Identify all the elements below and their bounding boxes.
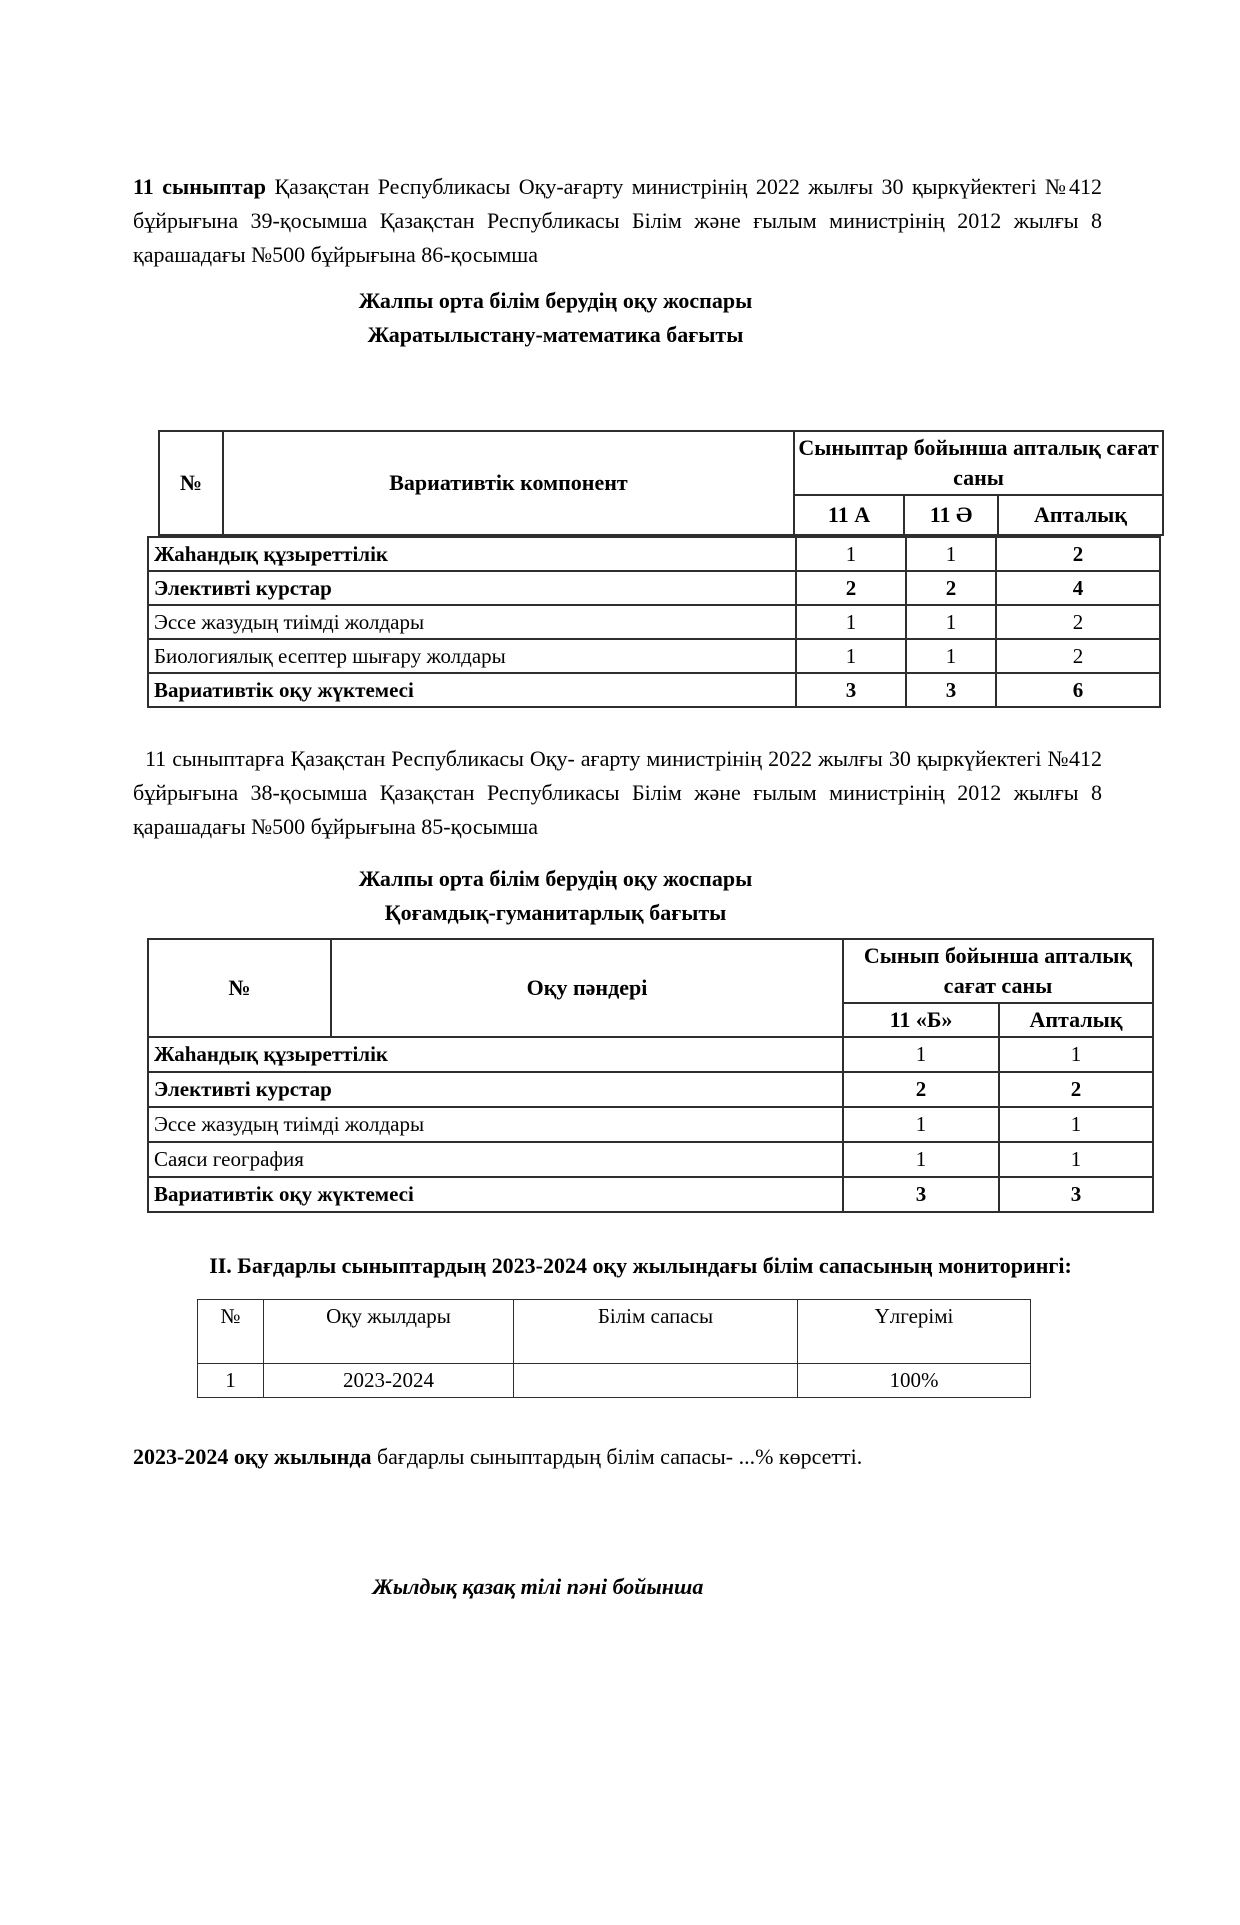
table-row: [148, 605, 1160, 639]
plan2-title-line2: Қоғамдық-гуманитарлық бағыты: [384, 900, 727, 925]
table-row: [148, 673, 1160, 707]
table-row: [148, 1072, 1153, 1107]
hours-11ae: 1: [906, 639, 996, 673]
table-row: [148, 639, 1160, 673]
plan1-col-group: Сыныптар бойынша апталық сағат саны: [794, 431, 1163, 495]
hours-weekly: 2: [999, 1072, 1153, 1107]
subject-name: Вариативтік оқу жүктемесі: [148, 673, 796, 707]
table-row: [148, 1177, 1153, 1212]
hours-weekly: 6: [996, 673, 1160, 707]
hours-11a: 1: [796, 537, 906, 571]
table-row: [148, 1142, 1153, 1177]
hours-weekly: 1: [999, 1142, 1153, 1177]
subject-name: Жаһандық құзыреттілік: [148, 537, 796, 571]
intro-paragraph-1: [133, 170, 1102, 272]
hours-11a: 1: [796, 639, 906, 673]
hours-weekly: 2: [996, 537, 1160, 571]
plan2-subcol-weekly: Апталық: [999, 1003, 1153, 1037]
intro-paragraph-2: 11 сыныптарға Қазақстан Республикасы Оқу- ағарту министрінің 2022 жылғы 30 қыркүйектегі №412 бұйрығына 38-қосымша Қазақстан Республикасы Білім және ғылым министрінің 2012 жылғы 8 қарашадағы №500 бұйрығына 85-қосымша: [133, 746, 1102, 839]
plan2-title-line1: Жалпы орта білім берудің оқу жоспары: [358, 866, 753, 891]
plan1-table-header: [158, 430, 1164, 536]
plan1-title-line2: Жаратылыстану-математика бағыты: [367, 322, 744, 347]
hours-11ae: 1: [906, 537, 996, 571]
table-row: [148, 1107, 1153, 1142]
hours-11a: 3: [796, 673, 906, 707]
plan1-col-no: №: [159, 431, 223, 535]
document-page: [0, 170, 1240, 1925]
monitoring-row-no: 1: [198, 1364, 264, 1398]
monitoring-col-quality: Білім сапасы: [514, 1300, 798, 1364]
hours-weekly: 4: [996, 571, 1160, 605]
plan2-col-name: Оқу пәндері: [331, 939, 843, 1037]
plan1-title-line1: Жалпы орта білім берудің оқу жоспары: [358, 288, 753, 313]
monitoring-col-years: Оқу жылдары: [264, 1300, 514, 1364]
plan1-col-name: Вариативтік компонент: [223, 431, 794, 535]
subject-name: Биологиялық есептер шығару жолдары: [148, 639, 796, 673]
monitoring-col-no: №: [198, 1300, 264, 1364]
intro1-text: Қазақстан Республикасы Оқу-ағарту министрінің 2022 жылғы 30 қыркүйектегі №412 бұйрығына 39-қосымша Қазақстан Республикасы Білім және ғылым министрінің 2012 жылғы 8 қарашадағы №500 бұйрығына 86-қосымша: [133, 174, 1102, 267]
plan1-title: [133, 284, 978, 352]
monitoring-table: [197, 1299, 1031, 1398]
monitoring-row-years: 2023-2024: [264, 1364, 514, 1398]
hours-11b: 1: [843, 1037, 999, 1072]
hours-weekly: 3: [999, 1177, 1153, 1212]
plan2-title: [133, 862, 978, 930]
subject-name: Эссе жазудың тиімді жолдары: [148, 605, 796, 639]
monitoring-row-progress: 100%: [798, 1364, 1031, 1398]
monitoring-col-progress: Үлгерімі: [798, 1300, 1031, 1364]
hours-11b: 1: [843, 1142, 999, 1177]
table-row: [148, 537, 1160, 571]
plan1-subcol-11a: 11 А: [794, 495, 904, 535]
subject-name: Вариативтік оқу жүктемесі: [148, 1177, 843, 1212]
plan2-table: [147, 938, 1154, 1213]
plan1-table-body: [147, 536, 1161, 708]
plan2-col-group: Сынып бойынша апталық сағат саны: [843, 939, 1153, 1003]
summary-paragraph: [133, 1440, 1102, 1474]
hours-11ae: 3: [906, 673, 996, 707]
table-row: [148, 571, 1160, 605]
subject-name: Элективті курстар: [148, 571, 796, 605]
plan2-subcol-11b: 11 «Б»: [843, 1003, 999, 1037]
hours-weekly: 2: [996, 605, 1160, 639]
hours-11a: 2: [796, 571, 906, 605]
plan1-subcol-weekly: Апталық: [998, 495, 1163, 535]
summary-bold-lead: 2023-2024 оқу жылында: [133, 1444, 372, 1469]
plan1-subcol-11ae: 11 Ә: [904, 495, 998, 535]
table-row: [148, 1037, 1153, 1072]
monitoring-row-quality: [514, 1364, 798, 1398]
hours-11a: 1: [796, 605, 906, 639]
hours-weekly: 2: [996, 639, 1160, 673]
hours-11b: 2: [843, 1072, 999, 1107]
plan2-col-no: №: [148, 939, 331, 1037]
table-row: [198, 1364, 1031, 1398]
footer-note: Жылдық қазақ тілі пәні бойынша: [372, 1574, 704, 1599]
subject-name: Саяси география: [148, 1142, 843, 1177]
subject-name: Элективті курстар: [148, 1072, 843, 1107]
subject-name: Эссе жазудың тиімді жолдары: [148, 1107, 843, 1142]
hours-11ae: 2: [906, 571, 996, 605]
hours-11b: 1: [843, 1107, 999, 1142]
hours-weekly: 1: [999, 1107, 1153, 1142]
hours-weekly: 1: [999, 1037, 1153, 1072]
hours-11b: 3: [843, 1177, 999, 1212]
hours-11ae: 1: [906, 605, 996, 639]
summary-text: бағдарлы сыныптардың білім сапасы- ...% көрсетті.: [371, 1444, 863, 1469]
subject-name: Жаһандық құзыреттілік: [148, 1037, 843, 1072]
intro1-bold-lead: 11 сыныптар: [133, 174, 267, 199]
monitoring-section-heading: ІІ. Бағдарлы сыныптардың 2023-2024 оқу жылындағы білім сапасының мониторингі:: [209, 1253, 1072, 1278]
